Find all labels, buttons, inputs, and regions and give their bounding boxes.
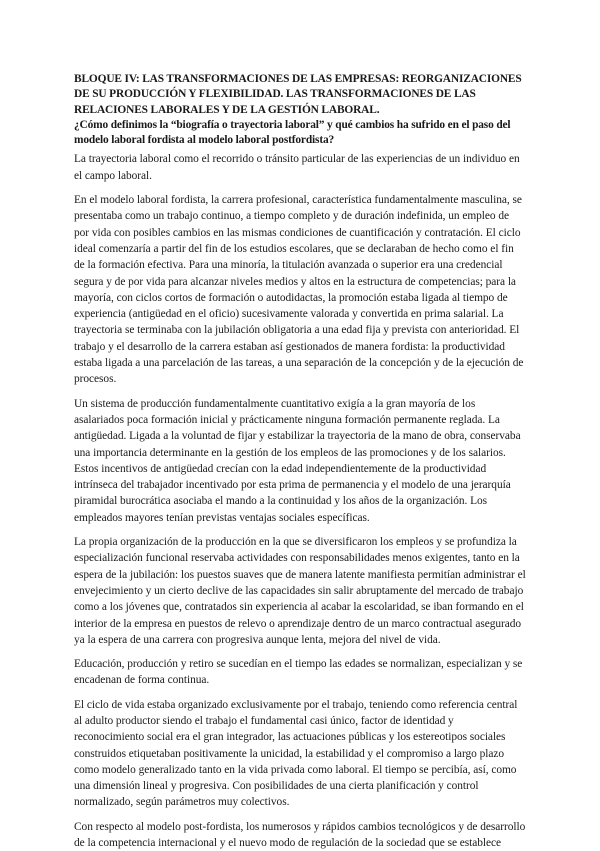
paragraph: Un sistema de producción fundamentalmente cuantitativo exigía a la gran mayoría de los asalariados poca formación inicial y prácticamente ninguna formación permanente reglada. La antigüedad. Ligada a la voluntad de fijar y estabilizar la trayectoria de la mano de obra, conservaba una importancia determinante en la gestión de los empleos de las promociones y de los salarios. Estos incentivos de antigüedad crecían con la edad independientemente de la productividad intrínseca del trabajador incentivado por esta prima de permanencia y el modelo de una jerarquía piramidal burocrática asociaba el mando a la continuidad y los años de la organización. Los empleados mayores tenían previstas ventajas sociales específicas. <box>74 397 521 524</box>
paragraph: El ciclo de vida estaba organizado exclusivamente por el trabajo, teniendo como referencia central al adulto productor siendo el trabajo el fundamental casi único, factor de identidad y reconocimiento social era el gran integrador, las actuaciones públicas y los estereotipos sociales construidos etiquetaban positivamente la unicidad, la estabilidad y el compromiso a largo plazo como modelo generalizado tanto en la vida privada como laboral. El tiempo se percibía, así, como una dimensión lineal y progresiva. Con posibilidades de una cierta planificación y control normalizado, según parámetros muy colectivos. <box>74 698 518 809</box>
paragraph: La trayectoria laboral como el recorrido o tránsito particular de las experiencias de un individuo en el campo laboral. <box>74 153 520 182</box>
paragraph: Con respecto al modelo post-fordista, los numerosos y rápidos cambios tecnológicos y de desarrollo de la competencia internacional y el nuevo modo de regulación de la sociedad que se establece <box>74 820 526 850</box>
paragraph: Educación, producción y retiro se sucedían en el tiempo las edades se normalizan, especializan y se encadenan de forma continua. <box>74 658 523 687</box>
section-heading: BLOQUE IV: LAS TRANSFORMACIONES DE LAS EMPRESAS: REORGANIZACIONES DE SU PRODUCCIÓN Y FLEXIBILIDAD. LAS TRANSFORMACIONES DE LAS RELACIONES LABORALES Y DE LA GESTIÓN LABORAL. <box>74 73 522 116</box>
paragraph: En el modelo laboral fordista, la carrera profesional, característica fundamentalmente masculina, se presentaba como un trabajo continuo, a tiempo completo y de duración indefinida, un empleo de por vida con posibles cambios en las mismas condiciones de cuantificación y contratación. El ciclo ideal comenzaría a partir del fin de los estudios escolares, que se declaraban de hecho como el fin de la formación efectiva. Para una minoría, la titulación avanzada o superior era una credencial segura y de por vida para alcanzar niveles medios y altos en la estructura de competencias; para la mayoría, con ciclos cortos de formación o autodidactas, la promoción estaba ligada al tiempo de experiencia (antigüedad en el oficio) sucesivamente valorada y convertida en prima salarial. La trayectoria se terminaba con la jubilación obligatoria a una edad fija y prevista con anterioridad. El trabajo y el desarrollo de la carrera estaban así gestionados de manera fordista: la productividad estaba ligada a una parcelación de las tareas, a una separación de la concepción y de la ejecución de procesos. <box>74 194 524 386</box>
paragraph: La propia organización de la producción en la que se diversificaron los empleos y se profundiza la especialización funcional reservaba actividades con responsabilidades menos exigentes, tanto en la espera de la jubilación: los puestos suaves que de manera latente manifiesta permitían administrar el envejecimiento y un cierto declive de las capacidades sin salir abruptamente del mercado de trabajo como a los jóvenes que, contratados sin experiencia al acabar la escolaridad, se iban formando en el interior de la empresa en puestos de relevo o aprendizaje dentro de un marco contractual asegurado ya la espera de una carrera con progresiva aunque lenta, mejora del nivel de vida. <box>74 536 526 646</box>
section-question: ¿Cómo definimos la “biografía o trayectoria laboral” y qué cambios ha sufrido en el paso del modelo laboral fordista al modelo laboral postfordista? <box>74 118 511 147</box>
